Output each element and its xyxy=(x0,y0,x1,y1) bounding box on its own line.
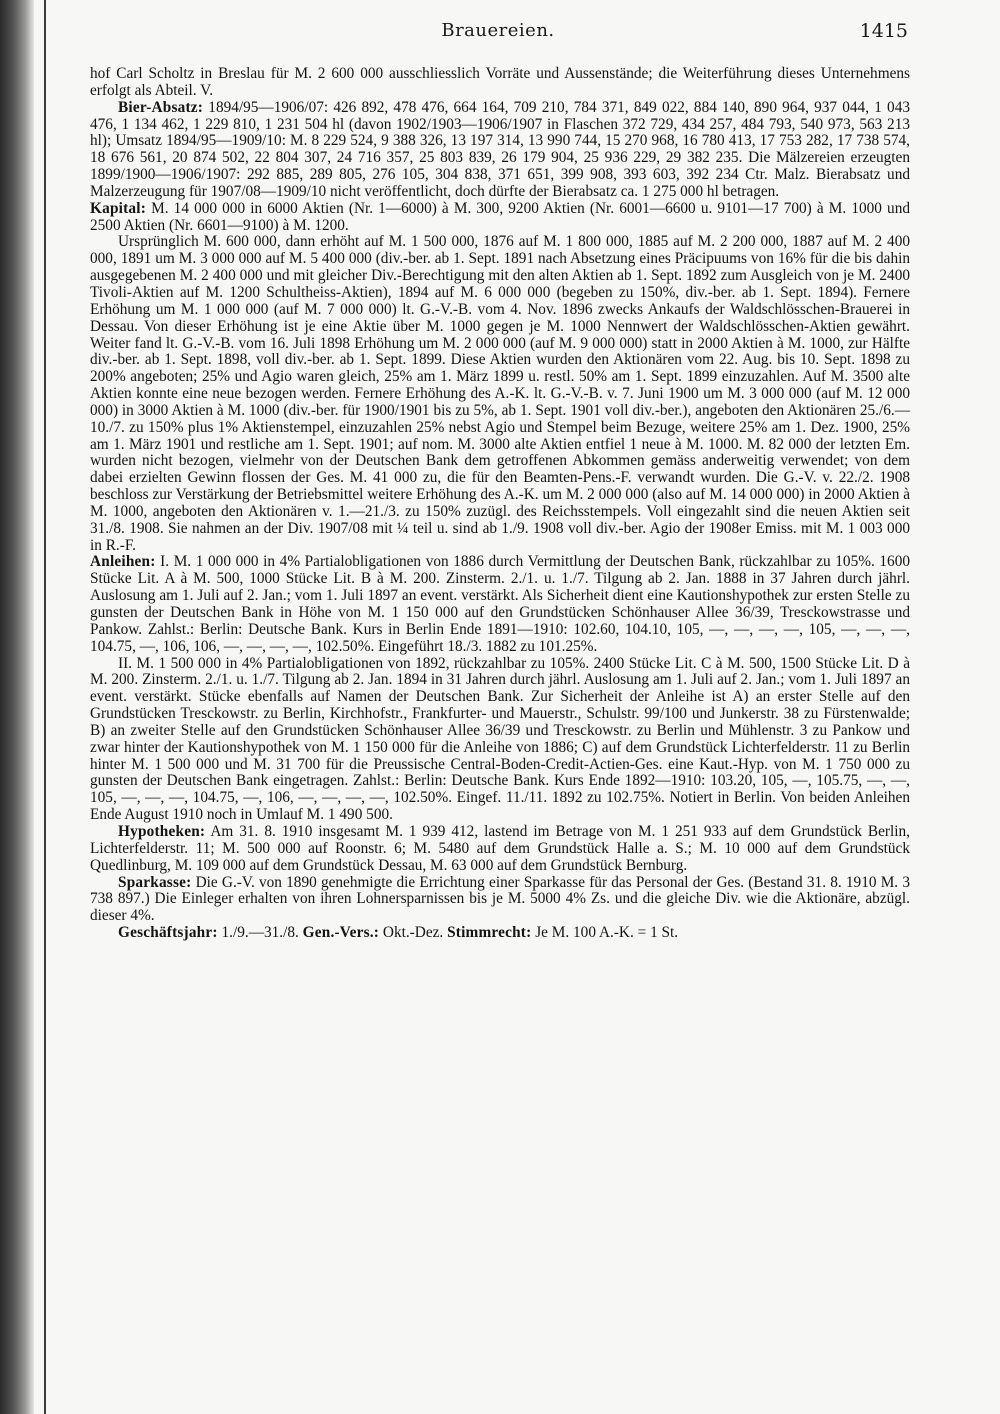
page-body xyxy=(90,66,910,942)
sparkasse-text: Die G.-V. von 1890 genehmigte die Errichtung einer Sparkasse für das Personal der Ges. (Bestand 31. 8. 1910 M. 3 738 897.) Die Einleger erhalten von ihren Lohnersparnissen bis je M. 5000 4% Zs. und die gleiche Div. wie die Aktionäre, abzügl. dieser 4%. xyxy=(90,873,910,925)
running-title: Brauereien. xyxy=(441,20,555,41)
kapital-history-text: Ursprünglich M. 600 000, dann erhöht auf M. 1 500 000, 1876 auf M. 1 800 000, 1885 auf M. 2 200 000, 1887 auf M. 2 400 000, 1891 um M. 3 000 000 auf M. 5 400 000 (div.-ber. ab 1. Sept. 1891 nach Absetzung eines Präcipuums von 16% für die bis dahin ausgegebenen M. 2 400 000 und mit gleicher Div.-Berechtigung mit den alten Aktien ab 1. Sept. 1892 zum Ausgleich von je M. 2400 Tivoli-Aktien auf M. 1200 Schultheiss-Aktien), 1894 auf M. 6 000 000 (begeben zu 150%, div.-ber. ab 1. Sept. 1894). Fernere Erhöhung um M. 1 000 000 (auf M. 7 000 000) lt. G.-V.-B. vom 4. Nov. 1896 zwecks Ankaufs der Waldschlösschen-Brauerei in Dessau. Von dieser Erhöhung ist je eine Aktie über M. 1000 gegen je M. 1000 Nennwert der Waldschlösschen-Aktien gewährt. Weiter fand lt. G.-V.-B. vom 16. Juli 1898 Erhöhung um M. 2 000 000 (auf M. 9 000 000) statt in 2000 Aktien à M. 1000, zur Hälfte div.-ber. ab 1. Sept. 1898, voll div.-ber. ab 1. Sept. 1899. Diese Aktien wurden den Aktionären vom 22. Aug. bis 10. Sept. 1898 zu 200% angeboten; 25% und Agio waren gleich, 25% am 1. März 1899 u. restl. 50% am 1. Sept. 1899 einzuzahlen. Auf M. 3500 alte Aktien konnte eine neue bezogen werden. Fernere Erhöhung des A.-K. lt. G.-V.-B. v. 7. Juni 1900 um M. 3 000 000 (auf M. 12 000 000) in 3000 Aktien à M. 1000 (div.-ber. für 1900/1901 bis zu 5%, ab 1. Sept. 1901 voll div.-ber.), angeboten den Aktionären 25./6.—10./7. zu 150% plus 1% Aktienstempel, einzuzahlen 25% nebst Agio und Stempel beim Bezuge, weitere 25% am 1. Dez. 1900, 25% am 1. März 1901 und restliche am 1. Sept. 1901; auf nom. M. 3000 alte Aktien entfiel 1 neue à M. 1000. M. 82 000 der letzten Em. wurden nicht bezogen, vielmehr von der Deutschen Bank dem getroffenen Abkommen gemäss anderweitig verwendet; von dem dabei erzielten Gewinn flossen der Ges. M. 41 000 zu, die für den Beamten-Pens.-F. verwandt wurden. Die G.-V. v. 22./2. 1908 beschloss zur Verstärkung der Betriebsmittel weitere Erhöhung des A.-K. um M. 2 000 000 (also auf M. 14 000 000) in 2000 Aktien à M. 1000, angeboten den Aktionären v. 1.—21./3. zu 150% zuzügl. des Reichsstempels. Voll eingezahlt sind die neuen Aktien seit 31./8. 1908. Sie nahmen an der Div. 1907/08 mit ¼ teil u. sind ab 1./9. 1908 voll div.-ber. Agio der 1908er Emiss. mit M. 1 003 000 in R.-F. xyxy=(90,233,910,554)
final-line xyxy=(90,925,910,942)
intro-paragraph xyxy=(90,66,910,100)
geschaeftsjahr-text: 1./9.—31./8. xyxy=(221,924,299,942)
geschaeftsjahr-label: Geschäftsjahr: xyxy=(118,924,218,942)
bier-absatz-label: Bier-Absatz: xyxy=(118,98,204,116)
sparkasse-section xyxy=(90,875,910,926)
anleihen-label: Anleihen: xyxy=(90,553,156,571)
bier-absatz-section xyxy=(90,100,910,201)
gen-vers-text: Okt.-Dez. xyxy=(382,924,444,942)
anleihen-2-text: II. M. 1 500 000 in 4% Partialobligationen von 1892, rückzahlbar zu 105%. 2400 Stücke Lit. C à M. 500, 1500 Stücke Lit. D à M. 200. Zinsterm. 2./1. u. 1./7. Tilgung ab 2. Jan. 1894 in 31 Jahren durch jährl. Auslosung am 1. Juli auf 2. Jan.; vom 1. Juli 1897 an event. verstärkt. Stücke ebenfalls auf Namen der Deutschen Bank. Zur Sicherheit der Anleihe ist A) an erster Stelle auf den Grundstücken Tresckowstr. zu Berlin, Kirchhofstr., Frankfurter- und Mauerstr., Schulstr. 99/100 und Junkerstr. 38 zu Fürstenwalde; B) an zweiter Stelle auf den Grundstücken Schönhauser Allee 36/39 und Tresckowstr. zu Berlin und Mühlenstr. 3 zu Pankow und zwar hinter der Kautionshypothek von M. 1 150 000 für die Anleihe von 1886; C) auf dem Grundstück Lichterfelderstr. 11 zu Berlin hinter M. 1 500 000 und M. 31 700 für die Preussische Central-Boden-Credit-Actien-Ges. eine Kaut.-Hyp. von M. 1 750 000 zu gunsten der Deutschen Bank eingetragen. Zahlst.: Berlin: Deutsche Bank. Kurs Ende 1892—1910: 103.20, 105, —, 105.75, —, —, 105, —, —, —, 104.75, —, 106, —, —, —, —, 102.50%. Eingef. 11./11. 1892 zu 102.75%. Notiert in Berlin. Von beiden Anleihen Ende August 1910 noch in Umlauf M. 1 490 500. xyxy=(90,654,910,824)
anleihen-2-paragraph xyxy=(90,656,910,824)
page-header xyxy=(88,20,908,48)
intro-text: hof Carl Scholtz in Breslau für M. 2 600 000 ausschliesslich Vorräte und Aussenstände; die Weiterführung dieses Unternehmens erfolgt als Abteil. V. xyxy=(90,65,910,99)
kapital-history-paragraph xyxy=(90,234,910,554)
page-number: 1415 xyxy=(859,20,908,42)
stimmrecht-text: Je M. 100 A.-K. = 1 St. xyxy=(535,924,679,942)
hypotheken-text: Am 31. 8. 1910 insgesamt M. 1 939 412, lastend im Betrage von M. 1 251 933 auf dem Grundstück Berlin, Lichterfelderstr. 11; M. 500 000 auf Roonstr. 6; M. 5480 auf dem Grundstück Halle a. S.; M. 10 000 auf dem Grundstück Quedlinburg, M. 109 000 auf dem Grundstück Dessau, M. 63 000 auf dem Grundstück Bernburg. xyxy=(90,822,910,874)
kapital-text: M. 14 000 000 in 6000 Aktien (Nr. 1—6000) à M. 300, 9200 Aktien (Nr. 6001—6600 u. 9101—17 700) à M. 1000 und 2500 Aktien (Nr. 6601—9100) à M. 1200. xyxy=(90,199,910,234)
book-spine-shadow xyxy=(0,0,34,1414)
anleihen-1-text: I. M. 1 000 000 in 4% Partialobligationen von 1886 durch Vermittlung der Deutschen Bank, rückzahlbar zu 105%. 1600 Stücke Lit. A à M. 500, 1000 Stücke Lit. B à M. 200. Zinsterm. 2./1. u. 1./7. Tilgung ab 2. Jan. 1888 in 37 Jahren durch jährl. Auslosung am 1. Juli auf 2. Jan.; vom 1. Juli 1897 an event. verstärkt. Als Sicherheit dient eine Kautionshypothek zur ersten Stelle zu gunsten der Deutschen Bank in Höhe von M. 1 150 000 auf den Grundstücken Schönhauser Allee 36/39, Tresckowstrasse und Pankow. Zahlst.: Berlin: Deutsche Bank. Kurs in Berlin Ende 1891—1910: 102.60, 104.10, 105, —, —, —, —, 105, —, —, —, 104.75, —, 106, 106, —, —, —, —, 102.50%. Eingeführt 18./3. 1882 zu 101.25%. xyxy=(90,553,910,655)
anleihen-section xyxy=(90,554,910,655)
stimmrecht-label: Stimmrecht: xyxy=(447,924,532,942)
kapital-section xyxy=(90,201,910,235)
gen-vers-label: Gen.-Vers.: xyxy=(302,924,380,942)
hypotheken-label: Hypotheken: xyxy=(118,822,206,840)
page-margin-rule xyxy=(44,0,46,1414)
kapital-label: Kapital: xyxy=(90,199,146,217)
hypotheken-section xyxy=(90,824,910,875)
bier-absatz-text: 1894/95—1906/07: 426 892, 478 476, 664 164, 709 210, 784 371, 849 022, 884 140, 890 964, 937 044, 1 043 476, 1 134 462, 1 229 810, 1 231 504 hl (davon 1902/1903—1906/1907 in Flaschen 372 729, 434 257, 484 793, 540 973, 563 213 hl); Umsatz 1894/95—1909/10: M. 8 229 524, 9 388 326, 13 197 314, 13 990 744, 15 270 968, 16 780 413, 17 753 282, 17 738 574, 18 676 561, 20 874 502, 22 804 307, 24 716 357, 25 803 839, 26 179 904, 25 936 229, 29 382 235. Die Mälzereien erzeugten 1899/1900—1906/1907: 292 885, 289 805, 276 105, 304 838, 371 651, 399 908, 393 603, 392 234 Ctr. Malz. Bierabsatz und Malzerzeugung für 1907/08—1909/10 nicht veröffentlicht, doch dürfte der Bierabsatz ca. 1 275 000 hl betragen. xyxy=(90,98,911,200)
sparkasse-label: Sparkasse: xyxy=(118,873,192,891)
